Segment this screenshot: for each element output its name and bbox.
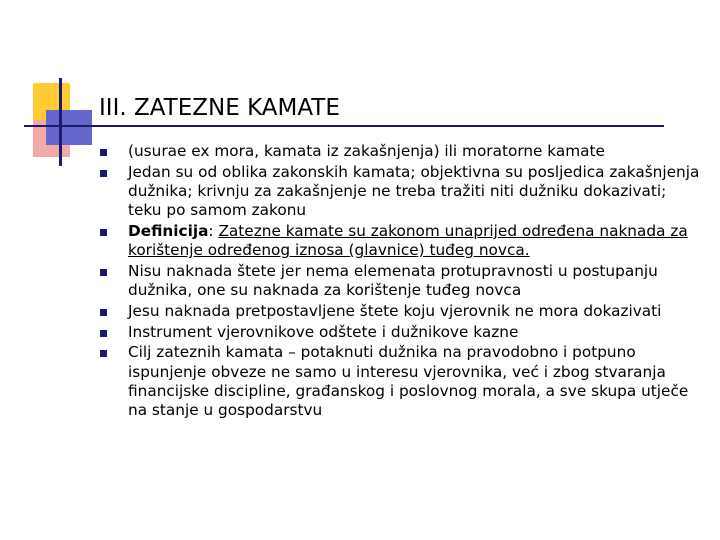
bullet-text: Cilj zateznih kamata – potaknuti dužnika na pravodobno i potpuno ispunjenje obveze ne samo u interesu vjerovnika, već i zbog stvaranja financijske discipline, građanskog i poslovnog morala, a sve skupa utječe na stanje u gospodarstvu [128,343,689,420]
square-bullet-icon [100,350,107,357]
square-bullet-icon [100,229,107,236]
square-bullet-icon [100,170,107,177]
bullet-text: Jedan su od oblika zakonskih kamata; objektivna su posljedica zakašnjenja dužnika; krivnju za zakašnjenje ne treba tražiti niti dužniku dokazivati; teku po samom zakonu [128,162,700,220]
decor-blue-rectangle [46,110,92,145]
bullet-item [100,163,700,221]
definition-separator: : [208,221,219,240]
definition-term: Definicija [128,221,209,240]
bullet-item [100,302,700,321]
square-bullet-icon [100,330,107,337]
bullet-list [100,142,700,422]
square-bullet-icon [100,149,107,156]
bullet-item [100,262,700,301]
bullet-item [100,343,700,420]
square-bullet-icon [100,309,107,316]
title-divider-line [24,125,664,127]
square-bullet-icon [100,269,107,276]
bullet-text: Instrument vjerovnikove odštete i dužnikove kazne [128,322,519,341]
bullet-text: Jesu naknada pretpostavljene štete koju vjerovnik ne mora dokazivati [128,301,662,320]
bullet-text: (usurae ex mora, kamata iz zakašnjenja) ili moratorne kamate [128,142,605,160]
bullet-text: Nisu naknada štete jer nema elemenata protupravnosti u postupanju dužnika, one su naknada za korištenje tuđeg novca [128,261,658,300]
definition-text: Zatezne kamate su zakonom unaprijed određena naknada za korištenje određenog iznosa (glavnice) tuđeg novca. [128,221,688,260]
bullet-item [100,222,700,261]
decor-vertical-line [59,78,62,166]
slide-title: III. ZATEZNE KAMATE [99,95,340,121]
bullet-item [100,142,700,161]
bullet-item [100,323,700,342]
